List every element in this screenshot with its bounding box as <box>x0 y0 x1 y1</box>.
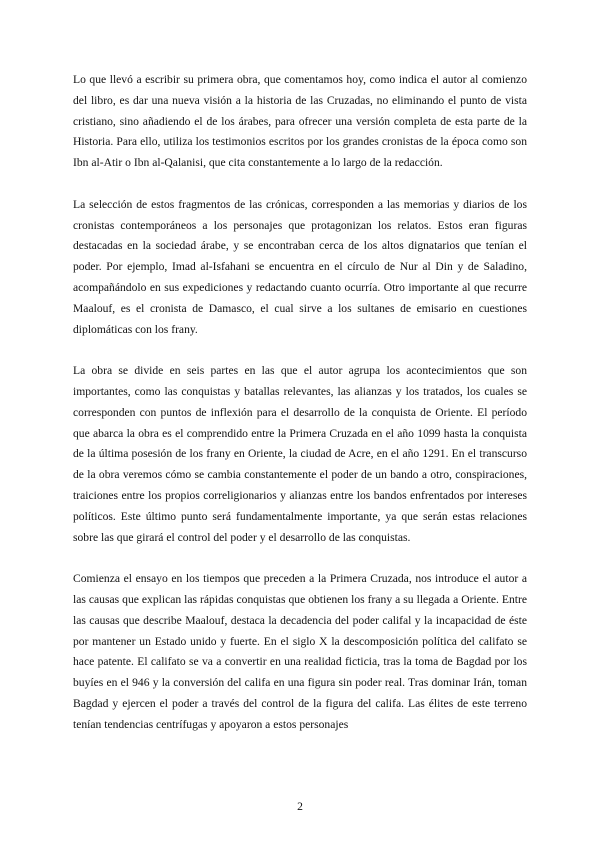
paragraph-3: La obra se divide en seis partes en las que el autor agrupa los acontecimientos que son importantes, como las conquistas y batallas relevantes, las alianzas y los tratados, los cuales se corresponden con puntos de inflexión para el desarrollo de la conquista de Oriente. El período que abarca la obra es el comprendido entre la Primera Cruzada en el año 1099 hasta la conquista de la última posesión de los frany en Oriente, la ciudad de Acre, en el año 1291. En el transcurso de la obra veremos cómo se cambia constantemente el poder de un bando a otro, conspiraciones, traiciones entre los propios correligionarios y alianzas entre los bandos enfrentados por intereses políticos. Este último punto será fundamentalmente importante, ya que serán estas relaciones sobre las que girará el control del poder y el desarrollo de las conquistas. <box>73 364 527 544</box>
page-number: 2 <box>297 800 303 813</box>
paragraph-2: La selección de estos fragmentos de las crónicas, corresponden a las memorias y diarios de los cronistas contemporáneos a los personajes que protagonizan los relatos. Estos eran figuras destacadas en la sociedad árabe, y se encontraban cerca de los altos dignatarios que tenían el poder. Por ejemplo, Imad al-Isfahani se encuentra en el círculo de Nur al Din y de Saladino, acompañándolo en sus expediciones y redactando cuanto ocurría. Otro importante al que recurre Maalouf, es el cronista de Damasco, el cual sirve a los sultanes de emisario en cuestiones diplomáticas con los frany. <box>73 197 527 336</box>
paragraph-1: Lo que llevó a escribir su primera obra, que comentamos hoy, como indica el autor al comienzo del libro, es dar una nueva visión a la historia de las Cruzadas, no eliminando el punto de vista cristiano, sino añadiendo el de los árabes, para ofrecer una versión completa de esta parte de la Historia. Para ello, utiliza los testimonios escritos por los grandes cronistas de la época como son Ibn al-Atir o Ibn al-Qalanisi, que cita constantemente a lo largo de la redacción. <box>73 73 527 170</box>
paragraph-4: Comienza el ensayo en los tiempos que preceden a la Primera Cruzada, nos introduce el autor a las causas que explican las rápidas conquistas que obtienen los frany a su llegada a Oriente. Entre las causas que describe Maalouf, destaca la decadencia del poder califal y la incapacidad de éste por mantener un Estado unido y fuerte. En el siglo X la descomposición política del califato se hace patente. El califato se va a convertir en una realidad ficticia, tras la toma de Bagdad por los buyíes en el 946 y la conversión del califa en una figura sin poder real. Tras dominar Irán, toman Bagdad y ejercen el poder a través del control de la figura del califa. Las élites de este terreno tenían tendencias centrífugas y apoyaron a estos personajes <box>73 572 527 731</box>
body-text <box>73 70 527 756</box>
